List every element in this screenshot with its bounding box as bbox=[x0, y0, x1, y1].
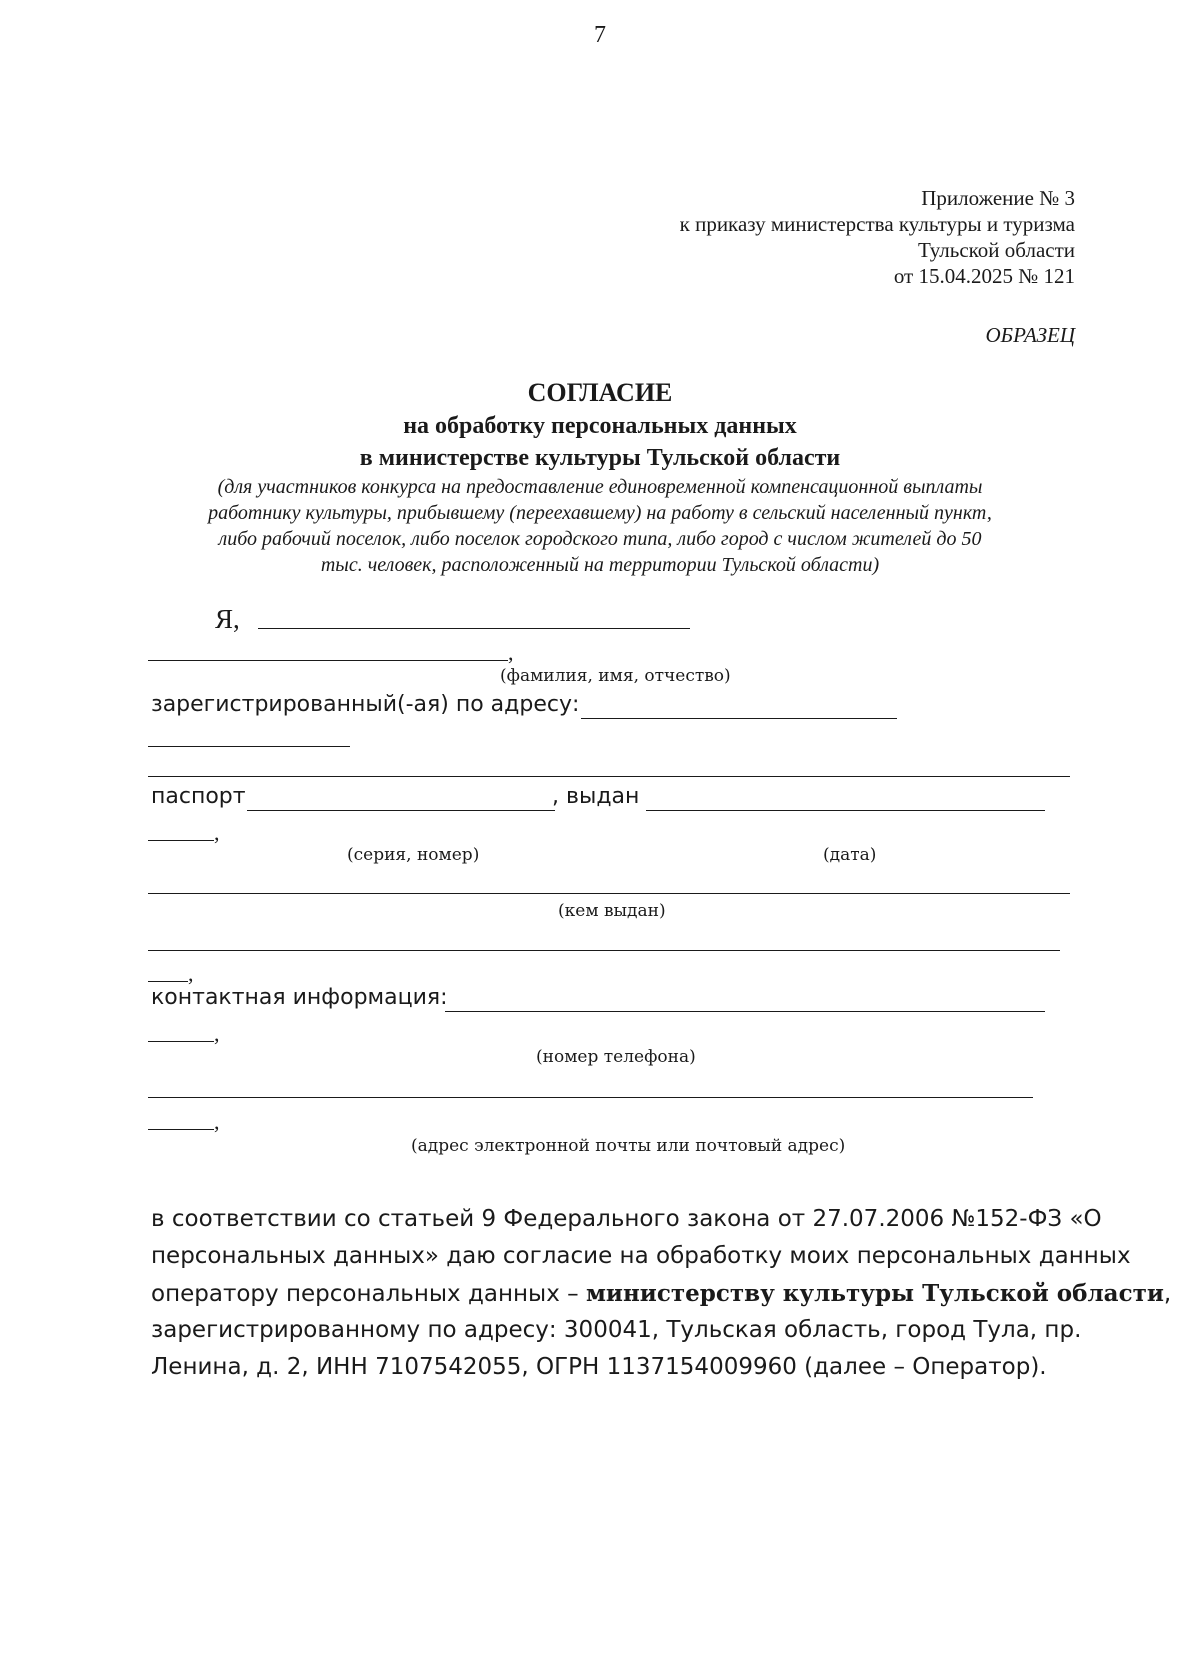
purpose-note-line: либо рабочий поселок, либо поселок городского типа, либо город с числом жителей до 50 bbox=[218, 528, 982, 550]
address-input-line[interactable] bbox=[581, 718, 897, 719]
appendix-order-date: от 15.04.2025 № 121 bbox=[893, 264, 1075, 288]
appendix-order-reference: к приказу министерства культуры и туризма bbox=[679, 212, 1075, 236]
email-input-line[interactable] bbox=[148, 1097, 1033, 1098]
email-continuation-line[interactable] bbox=[148, 1129, 214, 1130]
consent-text-line: Ленина, д. 2, ИНН 7107542055, ОГРН 1137154009960 (далее – Оператор). bbox=[151, 1354, 1047, 1380]
contact-comma: , bbox=[214, 1021, 220, 1046]
consent-text-operator-line bbox=[151, 1280, 1172, 1307]
consent-text-line: зарегистрированному по адресу: 300041, Тульская область, город Тула, пр. bbox=[151, 1317, 1082, 1343]
page-number: 7 bbox=[594, 22, 606, 48]
passport-label: паспорт bbox=[151, 784, 246, 809]
date-caption: (дата) bbox=[823, 845, 877, 865]
contact-info-label: контактная информация: bbox=[151, 985, 448, 1010]
passport-number-input-line[interactable] bbox=[247, 810, 555, 811]
fio-input-line[interactable] bbox=[258, 628, 690, 629]
issued-by-comma: , bbox=[188, 961, 194, 986]
purpose-note-line: тыс. человек, расположенный на территории Тульской области) bbox=[320, 554, 880, 576]
address-line-3[interactable] bbox=[148, 776, 1070, 777]
ya-label: Я, bbox=[215, 604, 240, 634]
appendix-number: Приложение № 3 bbox=[921, 186, 1075, 210]
registered-address-label: зарегистрированный(-ая) по адресу: bbox=[151, 692, 580, 717]
consent-text-suffix: , bbox=[1163, 1281, 1172, 1307]
email-caption: (адрес электронной почты или почтовый адрес) bbox=[411, 1136, 846, 1156]
contact-info-input-line[interactable] bbox=[445, 1011, 1045, 1012]
phone-caption: (номер телефона) bbox=[536, 1047, 696, 1067]
issued-label: , выдан bbox=[552, 784, 640, 809]
consent-text-line: в соответствии со статьей 9 Федерального закона от 27.07.2006 №152-ФЗ «О bbox=[151, 1206, 1102, 1232]
email-comma: , bbox=[214, 1109, 220, 1134]
issued-by-input-line[interactable] bbox=[148, 893, 1070, 894]
consent-text-prefix: оператору персональных данных – bbox=[151, 1281, 586, 1307]
issued-by-caption: (кем выдан) bbox=[558, 901, 666, 921]
passport-comma: , bbox=[214, 820, 220, 845]
sample-mark: ОБРАЗЕЦ bbox=[985, 323, 1075, 347]
document-title: СОГЛАСИЕ bbox=[527, 378, 673, 407]
address-line-2[interactable] bbox=[148, 746, 350, 747]
consent-text-line: персональных данных» даю согласие на обработку моих персональных данных bbox=[151, 1243, 1131, 1269]
document-subtitle: на обработку персональных данных bbox=[403, 413, 797, 439]
operator-name: министерству культуры Тульской области bbox=[585, 1280, 1164, 1307]
fio-caption: (фамилия, имя, отчество) bbox=[500, 666, 731, 686]
series-number-caption: (серия, номер) bbox=[347, 845, 480, 865]
passport-continuation-line[interactable] bbox=[148, 840, 214, 841]
appendix-region: Тульской области bbox=[917, 238, 1075, 262]
fio-comma: , bbox=[508, 640, 514, 665]
document-subtitle-ministry: в министерстве культуры Тульской области bbox=[359, 445, 841, 471]
issued-by-line-3[interactable] bbox=[148, 981, 188, 982]
purpose-note-line: (для участников конкурса на предоставление единовременной компенсационной выплаты bbox=[217, 476, 983, 498]
issued-by-line-2[interactable] bbox=[148, 950, 1060, 951]
passport-date-input-line[interactable] bbox=[646, 810, 1045, 811]
contact-continuation-line[interactable] bbox=[148, 1041, 214, 1042]
purpose-note-line: работнику культуры, прибывшему (переехавшему) на работу в сельский населенный пункт, bbox=[208, 502, 992, 524]
fio-continuation-line[interactable] bbox=[148, 660, 508, 661]
